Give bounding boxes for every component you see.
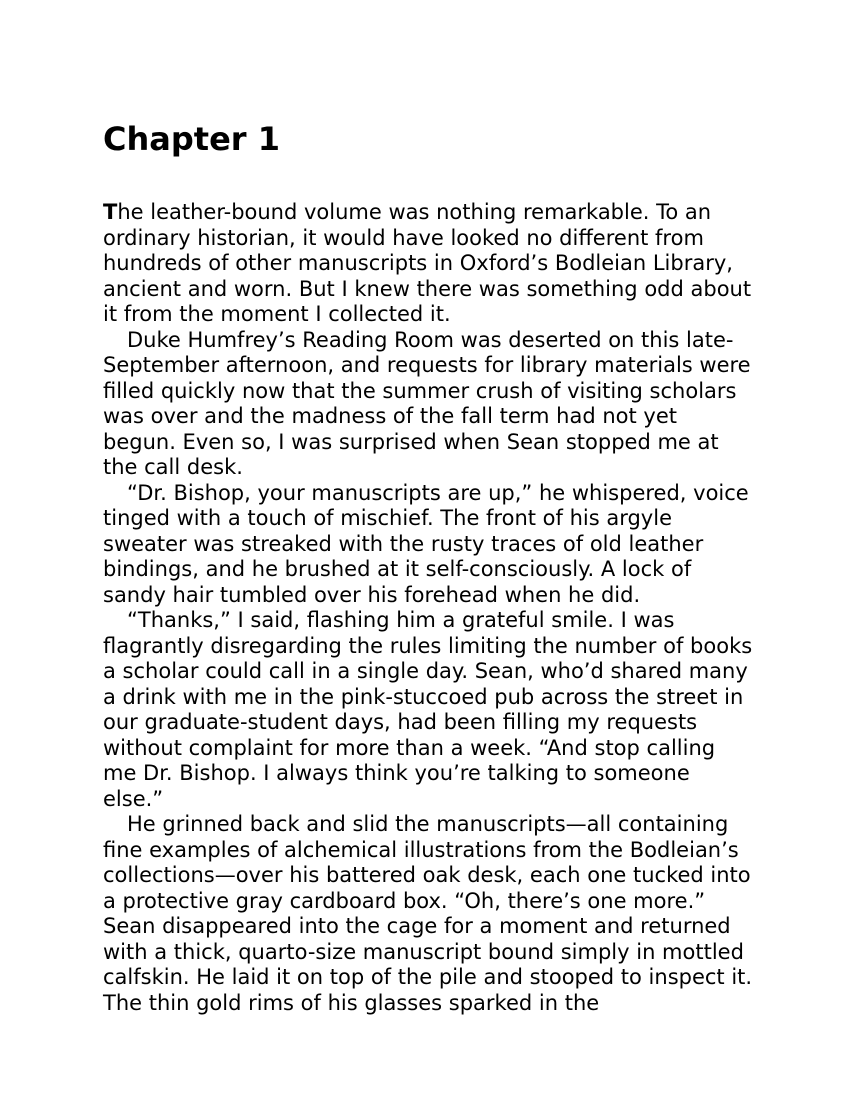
chapter-heading: Chapter 1: [103, 120, 280, 158]
lead-letter: T: [103, 200, 118, 225]
paragraph-opening: [103, 200, 755, 328]
page-content: [103, 120, 755, 1016]
paragraph: Duke Humfrey’s Reading Room was deserted on this late-September afternoon, and requests for library materials were filled quickly now that the summer crush of visiting scholars was over and the madness of the fall term had not yet begun. Even so, I was surprised when Sean stopped me at the call desk.: [103, 327, 751, 480]
paragraph: “Dr. Bishop, your manuscripts are up,” he whispered, voice tinged with a touch of mischief. The front of his argyle sweater was streaked with the rusty traces of old leather bindings, and he brushed at it self-consciously. A lock of sandy hair tumbled over his forehead when he did.: [103, 480, 749, 607]
paragraph: “Thanks,” I said, flashing him a grateful smile. I was flagrantly disregarding the rules limiting the number of books a scholar could call in a single day. Sean, who’d shared many a drink with me in the pink-stuccoed pub across the street in our graduate-student days, had been filling my requests without complaint for more than a week. “And stop calling me Dr. Bishop. I always think you’re talking to someone else.”: [103, 608, 753, 811]
paragraph: He grinned back and slid the manuscripts—all containing fine examples of alchemical illustrations from the Bodleian’s collections—over his battered oak desk, each one tucked into a protective gray cardboard box. “Oh, there’s one more.” Sean disappeared into the cage for a moment and returned with a thick, quarto-size manuscript bound simply in mottled calfskin. He laid it on top of the pile and stooped to inspect it. The thin gold rims of his glasses sparked in the: [103, 812, 753, 1015]
opening-text: he leather-bound volume was nothing remarkable. To an ordinary historian, it would have looked no different from hundreds of other manuscripts in Oxford’s Bodleian Library, ancient and worn. But I knew there was something odd about it from the moment I collected it.: [103, 200, 752, 327]
